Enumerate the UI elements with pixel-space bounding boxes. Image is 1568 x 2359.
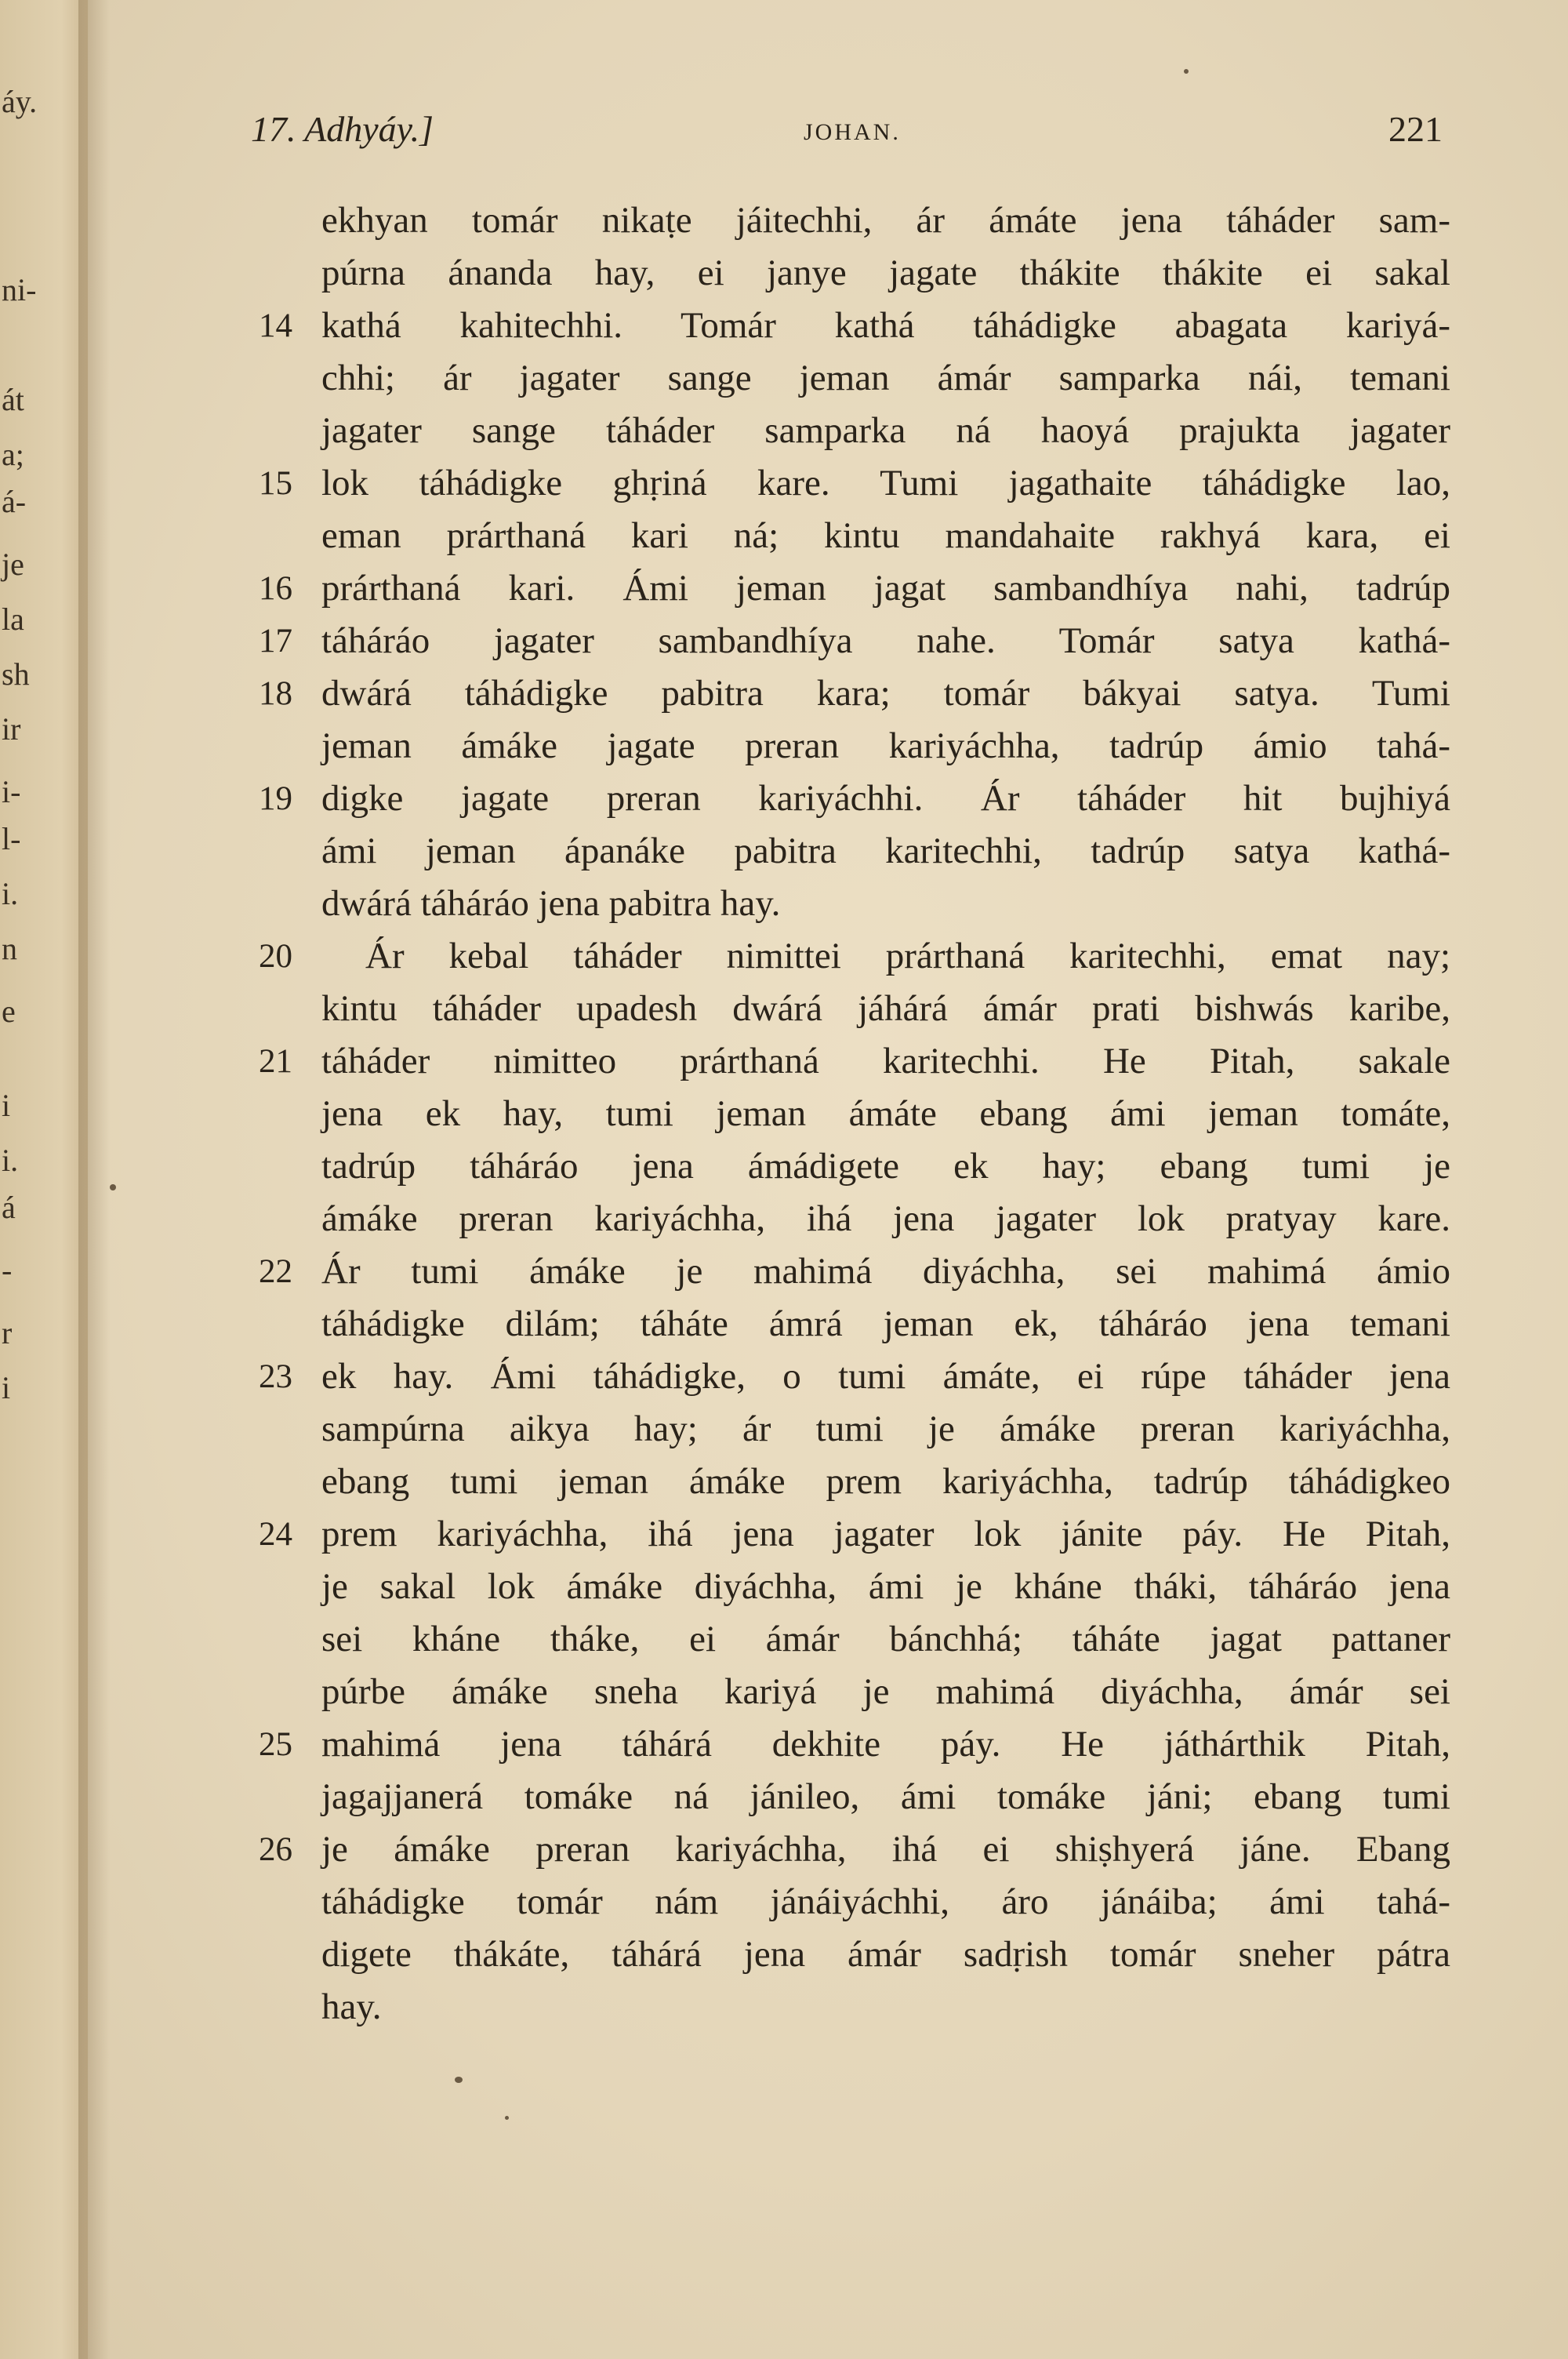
facing-page-fragment: n [2, 931, 17, 966]
text-line [259, 1823, 1450, 1876]
verse-number: 14 [259, 307, 292, 344]
text-line [259, 1981, 1450, 2034]
text-line [259, 1508, 1450, 1561]
book-title: JOHAN. [804, 119, 901, 145]
text-line [259, 1876, 1450, 1928]
facing-page-fragment: sh [2, 656, 30, 692]
text-line [259, 667, 1450, 720]
text-line [259, 562, 1450, 615]
line-text: lok táhádigke ghṛiná kare. Tumi jagathaite táhádigke lao, [321, 463, 1450, 503]
text-line [259, 615, 1450, 667]
page-number: 221 [1388, 109, 1443, 149]
line-text: tadrúp táháráo jena ámádigete ek hay; ebang tumi je [321, 1146, 1450, 1187]
line-text: sampúrna aikya hay; ár tumi je ámáke preran kariyáchha, [321, 1408, 1450, 1449]
text-line [259, 1088, 1450, 1140]
line-text: táhádigke tomár nám jánáiyáchhi, áro jánáiba; ámi tahá- [321, 1881, 1450, 1922]
text-line [259, 1140, 1450, 1193]
text-line [259, 983, 1450, 1035]
text-line [259, 457, 1450, 510]
text-line [259, 1928, 1450, 1981]
text-line [259, 878, 1450, 930]
text-line [259, 930, 1450, 983]
facing-page-fragment: l- [2, 821, 21, 856]
gutter-shadow [78, 0, 110, 2359]
text-line [259, 1350, 1450, 1403]
line-text: jeman ámáke jagate preran kariyáchha, tadrúp ámio tahá- [321, 725, 1450, 766]
text-line [259, 300, 1450, 352]
facing-page-edge [0, 0, 88, 2359]
line-text: kathá kahitechhi. Tomár kathá táhádigke abagata kariyá- [321, 305, 1450, 346]
facing-page-fragment: r [2, 1315, 13, 1350]
facing-page-fragment: i. [2, 1143, 19, 1178]
line-text: ek hay. Ámi táhádigke, o tumi ámáte, ei rúpe táháder jena [321, 1356, 1450, 1397]
facing-page-fragment: a; [2, 437, 24, 472]
text-line [259, 247, 1450, 300]
text-line [259, 1245, 1450, 1298]
line-text: dwárá táháráo jena pabitra hay. [321, 883, 781, 924]
verse-number: 26 [259, 1831, 292, 1868]
text-line [259, 1298, 1450, 1350]
line-text: púrna ánanda hay, ei janye jagate thákite thákite ei sakal [321, 253, 1450, 293]
verse-number: 24 [259, 1516, 292, 1553]
text-line [259, 772, 1450, 825]
text-line [259, 405, 1450, 457]
facing-page-fragment: la [2, 602, 24, 637]
text-line [259, 1035, 1450, 1088]
text-line [259, 720, 1450, 772]
facing-page-fragment: - [2, 1252, 13, 1288]
line-text: jena ek hay, tumi jeman ámáte ebang ámi jeman tomáte, [321, 1093, 1450, 1134]
line-text: táhádigke dilám; táháte ámrá jeman ek, táháráo jena temani [321, 1303, 1450, 1344]
verse-text-block [259, 194, 1450, 2034]
verse-number: 16 [259, 570, 292, 607]
text-line [259, 352, 1450, 405]
text-line [259, 1561, 1450, 1613]
line-text: jagajjanerá tomáke ná jánileo, ámi tomáke jáni; ebang tumi [321, 1776, 1450, 1817]
chapter-label: 17. Adhyáy.] [251, 109, 434, 149]
line-text: mahimá jena táhárá dekhite páy. He játhárthik Pitah, [321, 1724, 1450, 1765]
text-line [259, 1771, 1450, 1823]
line-text: Ár kebal táháder nimittei prárthaná karitechhi, emat nay; [365, 936, 1450, 976]
line-text: je sakal lok ámáke diyáchha, ámi je kháne tháki, táháráo jena [321, 1566, 1450, 1607]
line-text: prárthaná kari. Ámi jeman jagat sambandhíya nahi, tadrúp [321, 568, 1450, 609]
line-text: jagater sange táháder samparka ná haoyá prajukta jagater [321, 410, 1450, 451]
line-text: táháder nimitteo prárthaná karitechhi. He Pitah, sakale [321, 1041, 1450, 1081]
facing-page-fragment: je [2, 547, 24, 582]
facing-page-fragment: ir [2, 711, 21, 747]
line-text: Ár tumi ámáke je mahimá diyáchha, sei mahimá ámio [321, 1251, 1450, 1292]
verse-number: 17 [259, 623, 292, 660]
line-text: eman prárthaná kari ná; kintu mandahaite rakhyá kara, ei [321, 515, 1450, 556]
line-text: hay. [321, 1986, 382, 2027]
line-text: kintu táháder upadesh dwárá jáhárá ámár prati bishwás karibe, [321, 988, 1450, 1029]
line-text: ebang tumi jeman ámáke prem kariyáchha, tadrúp táhádigkeo [321, 1461, 1450, 1502]
text-line [259, 1718, 1450, 1771]
verse-number: 20 [259, 938, 292, 975]
facing-page-fragment: áy. [2, 84, 38, 119]
line-text: digete thákáte, táhárá jena ámár sadṛish tomár sneher pátra [321, 1934, 1450, 1975]
verse-number: 19 [259, 780, 292, 817]
line-text: dwárá táhádigke pabitra kara; tomár bákyai satya. Tumi [321, 673, 1450, 714]
text-line [259, 1403, 1450, 1456]
line-text: púrbe ámáke sneha kariyá je mahimá diyáchha, ámár sei [321, 1671, 1450, 1712]
text-line [259, 1456, 1450, 1508]
facing-page-fragment: e [2, 994, 16, 1029]
text-line [259, 825, 1450, 878]
print-speck [505, 2116, 509, 2120]
print-speck [455, 2077, 463, 2083]
text-line [259, 1666, 1450, 1718]
text-line [259, 1193, 1450, 1245]
print-speck [110, 1184, 116, 1190]
facing-page-fragment: á [2, 1190, 16, 1225]
text-line [259, 510, 1450, 562]
line-text: chhi; ár jagater sange jeman ámár samparka nái, temani [321, 358, 1450, 398]
verse-number: 23 [259, 1358, 292, 1395]
verse-number: 15 [259, 465, 292, 502]
facing-page-fragment: ni- [2, 272, 37, 307]
verse-number: 21 [259, 1043, 292, 1080]
line-text: ámi jeman ápanáke pabitra karitechhi, tadrúp satya kathá- [321, 831, 1450, 871]
print-speck [1184, 69, 1189, 74]
facing-page-fragment: i [2, 1088, 11, 1123]
verse-number: 22 [259, 1253, 292, 1290]
line-text: prem kariyáchha, ihá jena jagater lok jánite páy. He Pitah, [321, 1514, 1450, 1554]
facing-page-fragment: át [2, 382, 24, 417]
line-text: sei kháne tháke, ei ámár bánchhá; táháte jagat pattaner [321, 1619, 1450, 1659]
text-line [259, 1613, 1450, 1666]
text-line [259, 194, 1450, 247]
running-header [251, 108, 1443, 155]
line-text: je ámáke preran kariyáchha, ihá ei shiṣhyerá jáne. Ebang [321, 1829, 1450, 1870]
facing-page-fragment: i- [2, 774, 21, 809]
verse-number: 18 [259, 675, 292, 712]
verse-number: 25 [259, 1726, 292, 1763]
facing-page-fragment: i. [2, 876, 19, 911]
line-text: digke jagate preran kariyáchhi. Ár táháder hit bujhiyá [321, 778, 1450, 819]
facing-page-fragment: á- [2, 484, 27, 519]
facing-page-fragment: i [2, 1370, 11, 1405]
line-text: táháráo jagater sambandhíya nahe. Tomár satya kathá- [321, 620, 1450, 661]
line-text: ekhyan tomár nikaṭe jáitechhi, ár ámáte jena táháder sam- [321, 200, 1450, 241]
line-text: ámáke preran kariyáchha, ihá jena jagater lok pratyay kare. [321, 1198, 1450, 1239]
